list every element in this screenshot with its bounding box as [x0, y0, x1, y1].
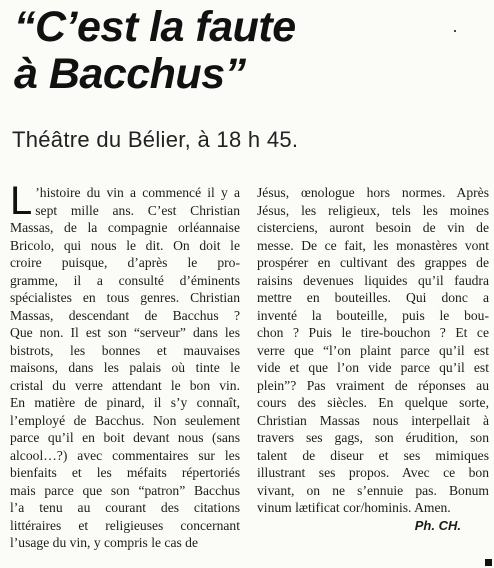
- column-1-line: croire puisque, d’après le pro-: [10, 255, 240, 270]
- column-1-line: bistrots, les bonnes et mauvaises: [10, 342, 240, 358]
- column-2-line: prospérer en cultivant des grappes de: [257, 255, 489, 270]
- column-2-line: verre que “l’on plaint parce qu’il est: [257, 342, 489, 358]
- column-1-line: En matière de pinard, il s’y connaît,: [10, 395, 240, 410]
- column-1-line: Massas, de la compagnie orléannaise: [10, 220, 240, 235]
- column-1-line: l’a tenu au courant des citations: [10, 500, 240, 515]
- column-2-line: chon ? Puis le tire-bouchon ? Et ce: [257, 325, 489, 340]
- author-signature: Ph. CH.: [414, 517, 461, 533]
- end-of-article-mark: [485, 559, 492, 566]
- column-1-line: gramme, il a consulté d’éminents: [10, 272, 240, 288]
- column-2-line: vide et que l’on vide parce qu’il est: [257, 360, 489, 375]
- column-1-line: Massas, descendant de Bacchus ?: [10, 307, 240, 323]
- drop-cap: L: [10, 179, 33, 223]
- title-line-1: “C’est la faute: [14, 3, 296, 51]
- column-1-line: l’usage du vin, y compris le cas de: [10, 535, 198, 550]
- column-1-line: bienfaits et les méfaits répertoriés: [10, 465, 240, 480]
- column-2-line: vivant, on ne s’ennuie pas. Bonum: [257, 482, 489, 498]
- column-2-line: Christian Massas nous interpellait à: [257, 412, 489, 428]
- column-2-line: cisterciens, auront besoin de vin de: [257, 220, 489, 235]
- column-2-line: mettre en bouteilles. Qui donc a: [257, 290, 489, 305]
- column-2-line: vinum lætificat cor/hominis. Amen.: [257, 500, 451, 515]
- column-1-line: maisons, dans les palais où tinte le: [10, 360, 240, 375]
- column-2-line: plein”? Pas vraiment de réponses au: [257, 377, 489, 393]
- column-1-line: Que non. Il est son “serveur” dans les: [10, 325, 240, 340]
- column-2-line: cours des siècles. En quelque sorte,: [257, 395, 489, 410]
- article-subtitle: Théâtre du Bélier, à 18 h 45.: [12, 127, 299, 152]
- column-1-line: littéraires et religieuses concernant: [10, 517, 240, 533]
- column-1-line: cristal du verre attendant le bon vin.: [10, 377, 240, 393]
- column-2-line: travers ses gags, son érudition, son: [257, 430, 489, 445]
- column-2-line: Jésus, œnologue hors normes. Après: [257, 185, 489, 200]
- text-column-2: [257, 184, 489, 534]
- column-1-line: sept mille ans. C’est Christian: [35, 202, 240, 218]
- column-2-line: illustrant ses propos. Avec ce bon: [257, 465, 489, 480]
- column-2-line: Jésus, les religieux, tels les moines: [257, 202, 489, 218]
- column-2-line: talent de diseur et ses mimiques: [257, 447, 489, 463]
- column-1-lines: [10, 179, 240, 552]
- column-1-line: alcool…?) avec commentaires sur les: [10, 447, 240, 463]
- column-1-line: Bricolo, qui nous le dit. On doit le: [10, 237, 240, 253]
- column-1-line: mais parce que son “patron” Bacchus: [10, 482, 240, 498]
- column-1-line: ’histoire du vin a commencé il y a: [35, 185, 240, 200]
- column-2-line: raisins devenues liquides qu’il faudra: [257, 272, 489, 288]
- column-2-lines: [257, 184, 489, 517]
- article-title: [14, 4, 484, 98]
- column-1-line: l’employé de Bacchus. Non seulement: [10, 412, 240, 428]
- column-1-line: spécialistes en tous genres. Christian: [10, 290, 240, 305]
- column-2-line: messe. De ce fait, les monastères vont: [257, 237, 489, 253]
- column-2-line: inventé la bouteille, puis le bou-: [257, 307, 489, 323]
- text-column-1: [10, 179, 240, 552]
- title-line-2: à Bacchus”: [14, 50, 246, 98]
- column-1-line: parce qu’il en boit devant nous (sans: [10, 430, 240, 445]
